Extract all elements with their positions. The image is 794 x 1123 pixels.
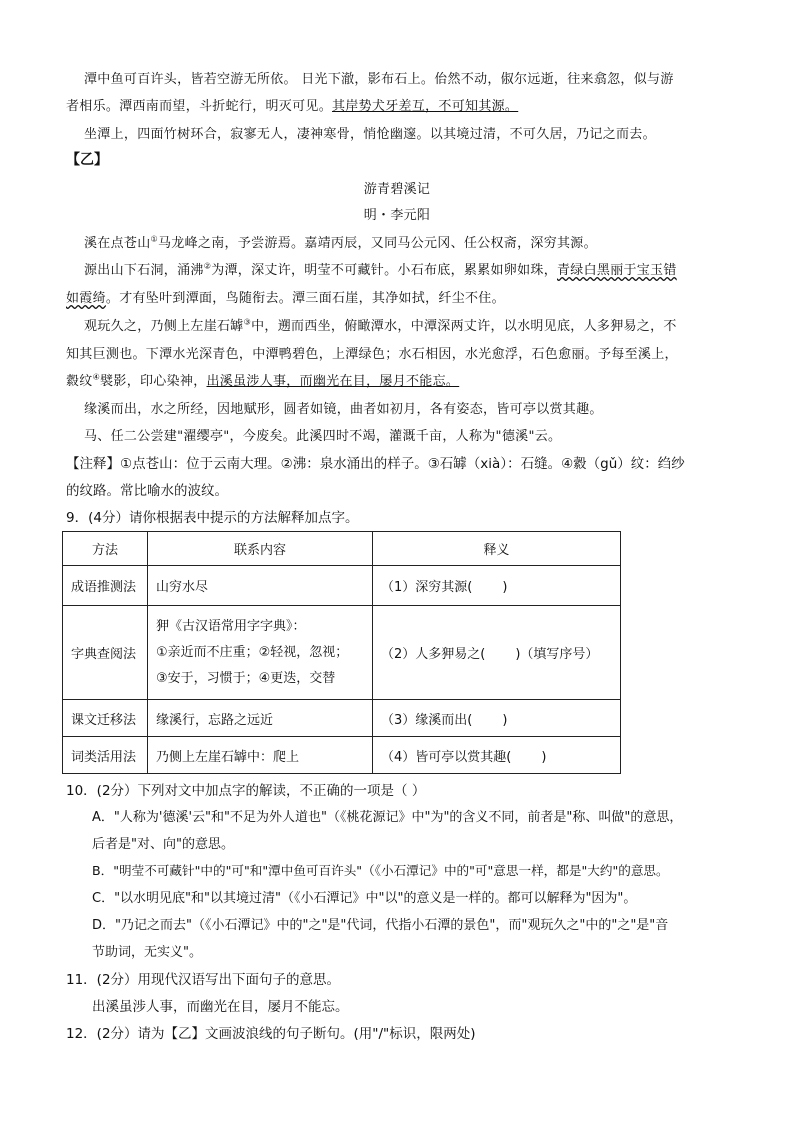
content-line: ③安于，习惯于；④更迭，交替 — [156, 670, 336, 686]
passage-text: 者相乐。潭西南而望，斗折蛇行，明灭可见。 — [66, 99, 333, 114]
passage-yi-line — [84, 259, 677, 278]
meaning-tail: )（填写序号） — [515, 647, 599, 662]
passage-text: 观玩久之，乃侧上左崖石罅 — [84, 319, 244, 334]
content-cell: 山穷水尽 — [148, 566, 373, 606]
passage-yi-line: 知其巨测也。下潭水光深青色，中潭鸭碧色，上潭绿色；水石相因，水光愈浮，石色愈丽。予每至溪上， — [66, 347, 678, 362]
meaning-cell — [373, 566, 621, 606]
meaning-text: （3）缘溪而出( — [381, 712, 473, 728]
passage-yi-line: 缘溪而出，水之所经，因地赋形，圆者如镜，曲者如初月，各有姿态，皆可亭以赏其趣。 — [84, 402, 603, 417]
passage-text: 溪在点苍山 — [84, 236, 151, 251]
method-cell: 成语推测法 — [63, 566, 148, 606]
meaning-cell — [373, 737, 621, 774]
meaning-tail: ) — [502, 712, 508, 728]
content-cell — [148, 606, 373, 700]
option-c: C．"以水明见底"和"以其境过清"（《小石潭记》中"以"的意义是一样的。都可以解释为"因为"。 — [92, 891, 637, 906]
passage-text: 为潭，深丈许，明莹不可藏针。小石布底，累累如卵如珠， — [211, 263, 557, 278]
option-a: A．"人称为'德溪'云"和"不足为外人道也"（《桃花源记》中"为"的含义不同，前者是"称、叫做"的意思， — [92, 810, 683, 825]
question-9-table — [62, 531, 621, 774]
table-header: 方法 — [63, 532, 148, 566]
option-a-cont: 后者是"对、向"的意思。 — [92, 837, 234, 852]
meaning-text: （4）皆可亭以赏其趣( — [381, 749, 512, 765]
question-12-stem: 12．(2分）请为【乙】文画波浪线的句子断句。(用"/"标识，限两处) — [66, 1026, 476, 1042]
meaning-tail: ) — [541, 749, 547, 765]
table-header-row — [63, 532, 621, 566]
passage-yi-line — [66, 287, 505, 306]
passage-yi-line — [84, 315, 677, 334]
question-10-stem: 10．(2分）下列对文中加点字的解读，不正确的一项是（ ） — [66, 783, 426, 799]
meaning-cell — [373, 700, 621, 737]
note-marker: ② — [203, 261, 212, 271]
wavy-underlined-sentence: 青绿白黑丽于宝玉错 — [557, 263, 677, 278]
passage-text: 襞影，印心染神， — [100, 374, 207, 389]
content-line: ①亲近而不庄重；②轻视，忽视； — [156, 644, 349, 660]
content-cell: 缘溪行，忘路之远近 — [148, 700, 373, 737]
passage-author: 明・李元阳 — [363, 208, 431, 223]
method-cell: 字典查阅法 — [63, 606, 148, 700]
table-row — [63, 566, 621, 606]
passage-text: 马龙峰之南，予尝游焉。嘉靖丙辰，又同马公元冈、任公权斋，深穷其源。 — [158, 236, 597, 251]
passage-text: 。才有坠叶到潭面，鸟随衔去。潭三面石崖，其净如拭，纤尘不住。 — [105, 291, 505, 306]
option-d-cont: 节助词，无实义"。 — [92, 945, 202, 960]
method-cell: 课文迁移法 — [63, 700, 148, 737]
table-header: 释义 — [373, 532, 621, 566]
passage-text: 源出山下石洞，涌沸 — [84, 263, 204, 278]
option-b: B．"明莹不可藏针"中的"可"和"潭中鱼可百许头"（《小石潭记》中的"可"意思一样，都是"大约"的意思。 — [92, 863, 669, 878]
question-9-stem: 9．(4分）请你根据表中提示的方法解释加点字。 — [66, 510, 359, 526]
meaning-text: （1）深穷其源( — [381, 580, 473, 595]
question-11-sentence: 出溪虽涉人事，而幽光在目，屡月不能忘。 — [92, 999, 349, 1015]
question-11-stem: 11．(2分）用现代汉语写出下面句子的意思。 — [66, 972, 341, 988]
passage-jia-line: 坐潭上，四面竹树环合，寂寥无人，凄神寒骨，悄怆幽邃。以其境过清，不可久居，乃记之而去。 — [84, 127, 656, 142]
passage-text: 縠纹 — [66, 374, 93, 389]
passage-title: 游青碧溪记 — [363, 182, 431, 197]
underlined-sentence: 出溪虽涉人事，而幽光在目，屡月不能忘。 — [206, 374, 460, 389]
wavy-underlined-sentence: 如霞绮 — [66, 291, 106, 306]
table-row — [63, 606, 621, 700]
option-d: D．"乃记之而去"（《小石潭记》中的"之"是"代词，代指小石潭的景色"，而"观玩久之"中的"之"是"音 — [92, 918, 669, 933]
meaning-cell — [373, 606, 621, 700]
passage-yi-line: 马、任二公尝建"濯缨亭"，今废矣。此溪四时不竭，灌溉千亩，人称为"德溪"云。 — [84, 429, 562, 444]
note-marker: ④ — [92, 372, 101, 382]
content-cell: 乃侧上左崖石罅中：爬上 — [148, 737, 373, 774]
content-line: 狎《古汉语常用字字典》： — [156, 618, 306, 634]
table-row — [63, 737, 621, 774]
passage-text: 中，遡而西坐，俯瞰潭水，中潭深两丈许，以水明见底，人多狎易之，不 — [251, 319, 677, 334]
note-marker: ③ — [243, 317, 252, 327]
notes-line: 的纹路。常比喻水的波纹。 — [66, 483, 228, 499]
passage-yi-line — [84, 232, 597, 251]
method-cell: 词类活用法 — [63, 737, 148, 774]
table-row — [63, 700, 621, 737]
passage-yi-line — [66, 370, 459, 389]
passage-jia-line — [66, 95, 518, 114]
meaning-text: （2）人多狎易之( — [381, 647, 486, 662]
note-marker: ① — [150, 234, 158, 244]
meaning-tail: ) — [502, 580, 508, 595]
section-label-yi: 【乙】 — [66, 152, 108, 168]
notes-line: 【注释】①点苍山：位于云南大理。②沸：泉水涌出的样子。③石罅（xià）：石缝。④縠（gǔ）纹：绉纱 — [66, 456, 685, 472]
passage-jia-line: 潭中鱼可百许头，皆若空游无所依。 日光下澈，影布石上。佁然不动，俶尔远逝，往来翕忽，似与游 — [84, 72, 674, 87]
underlined-sentence: 其岸势犬牙差互，不可知其源。 — [332, 99, 519, 114]
table-header: 联系内容 — [148, 532, 373, 566]
